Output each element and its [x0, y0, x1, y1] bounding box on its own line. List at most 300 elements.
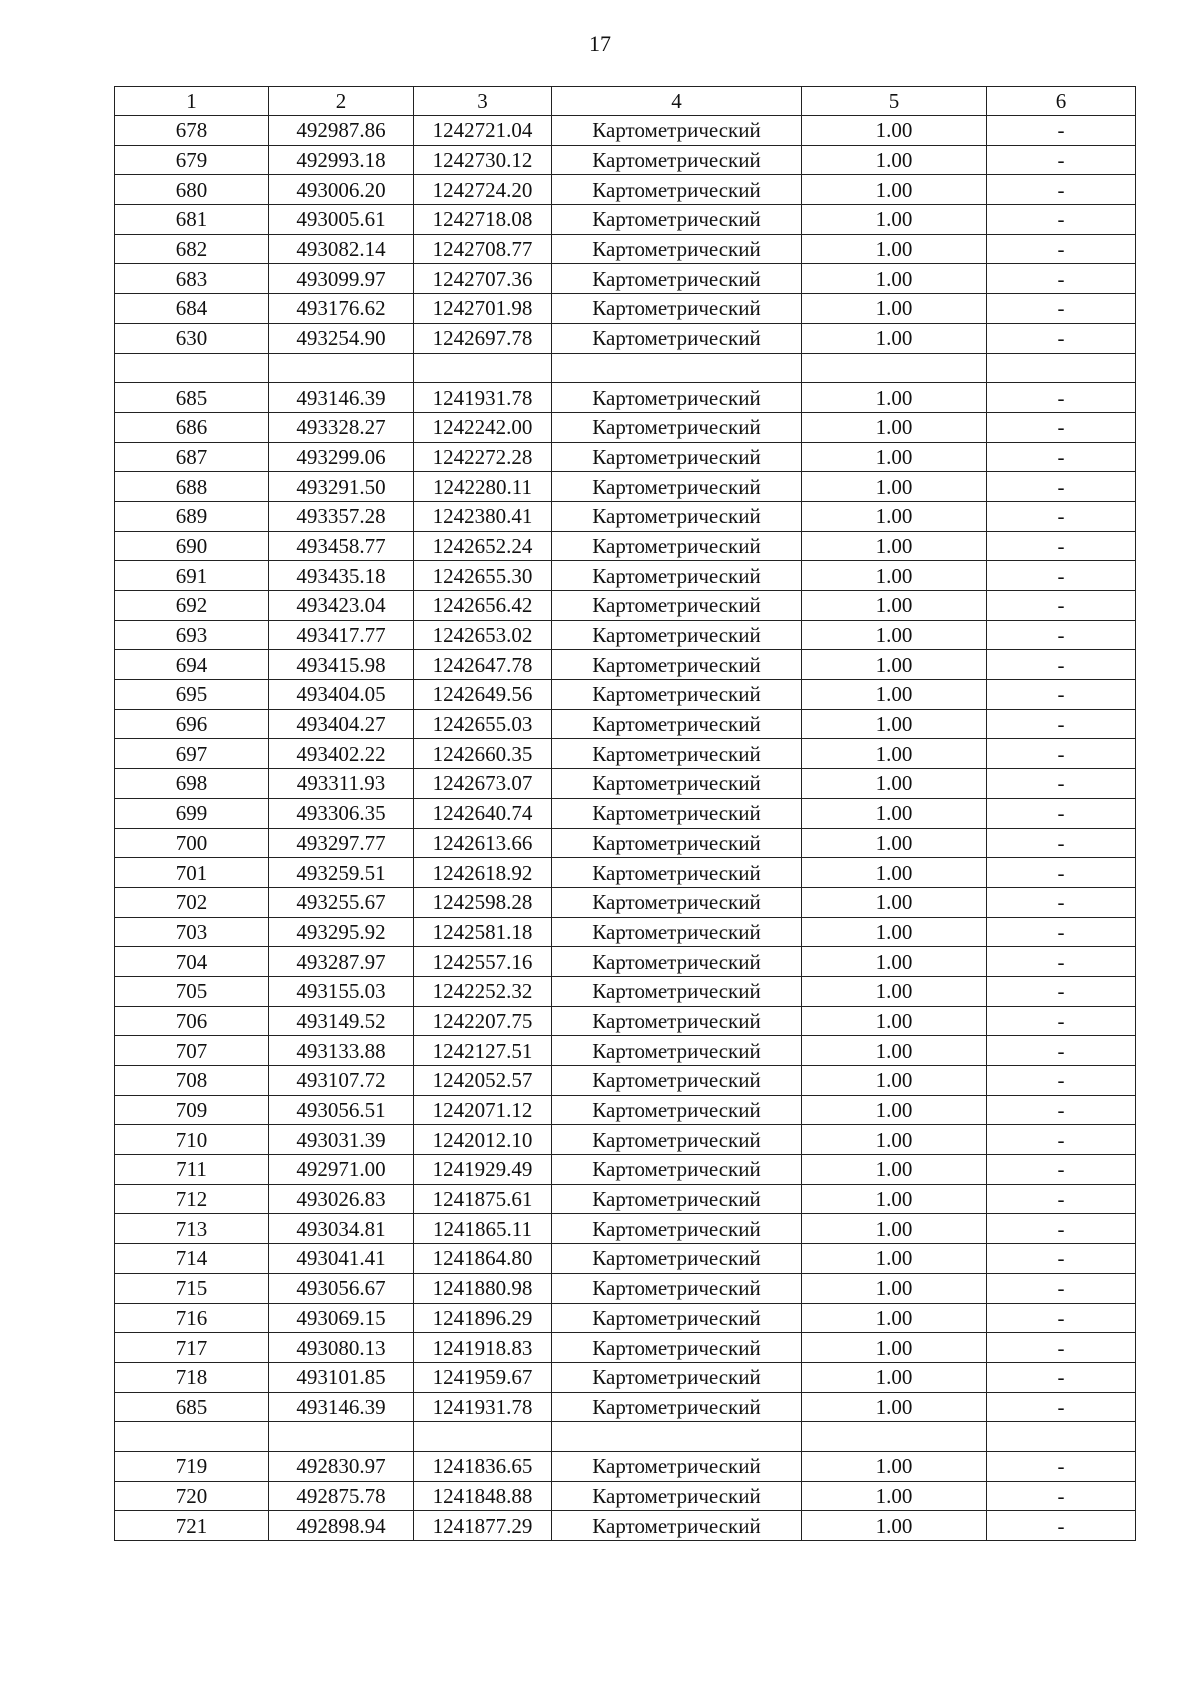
x-coordinate-cell: 493133.88	[269, 1036, 414, 1066]
x-coordinate-cell: 492971.00	[269, 1155, 414, 1185]
table-separator-row	[115, 1422, 1136, 1452]
table-header-row	[115, 87, 1136, 116]
y-coordinate-cell: 1242071.12	[414, 1095, 552, 1125]
method-cell: Картометрический	[552, 1184, 802, 1214]
note-cell: -	[987, 1095, 1136, 1125]
point-number-cell: 707	[115, 1036, 269, 1066]
table-row	[115, 234, 1136, 264]
point-number-cell: 630	[115, 323, 269, 353]
method-cell: Картометрический	[552, 650, 802, 680]
note-cell: -	[987, 1511, 1136, 1541]
table-row	[115, 917, 1136, 947]
point-number-cell: 694	[115, 650, 269, 680]
y-coordinate-cell: 1242647.78	[414, 650, 552, 680]
point-number-cell: 684	[115, 294, 269, 324]
note-cell: -	[987, 323, 1136, 353]
method-cell: Картометрический	[552, 561, 802, 591]
y-coordinate-cell: 1241864.80	[414, 1244, 552, 1274]
y-coordinate-cell: 1242618.92	[414, 858, 552, 888]
method-cell: Картометрический	[552, 680, 802, 710]
accuracy-cell: 1.00	[802, 620, 987, 650]
note-cell: -	[987, 442, 1136, 472]
x-coordinate-cell: 493006.20	[269, 175, 414, 205]
method-cell: Картометрический	[552, 1511, 802, 1541]
table-row	[115, 828, 1136, 858]
point-number-cell: 712	[115, 1184, 269, 1214]
x-coordinate-cell: 493056.67	[269, 1273, 414, 1303]
table-row	[115, 442, 1136, 472]
table-body	[115, 87, 1136, 1541]
point-number-cell: 715	[115, 1273, 269, 1303]
x-coordinate-cell: 492987.86	[269, 116, 414, 146]
point-number-cell: 709	[115, 1095, 269, 1125]
accuracy-cell: 1.00	[802, 1273, 987, 1303]
accuracy-cell: 1.00	[802, 887, 987, 917]
note-cell	[987, 353, 1136, 383]
method-cell: Картометрический	[552, 1244, 802, 1274]
point-number-cell: 679	[115, 145, 269, 175]
point-number-cell: 710	[115, 1125, 269, 1155]
accuracy-cell: 1.00	[802, 472, 987, 502]
x-coordinate-cell: 493357.28	[269, 501, 414, 531]
y-coordinate-cell: 1241929.49	[414, 1155, 552, 1185]
note-cell: -	[987, 531, 1136, 561]
method-cell: Картометрический	[552, 442, 802, 472]
point-number-cell: 686	[115, 412, 269, 442]
table-row	[115, 531, 1136, 561]
accuracy-cell: 1.00	[802, 175, 987, 205]
note-cell: -	[987, 1481, 1136, 1511]
note-cell: -	[987, 1155, 1136, 1185]
x-coordinate-cell: 493255.67	[269, 887, 414, 917]
note-cell: -	[987, 976, 1136, 1006]
y-coordinate-cell: 1241931.78	[414, 1392, 552, 1422]
note-cell: -	[987, 1362, 1136, 1392]
y-coordinate-cell: 1242598.28	[414, 887, 552, 917]
method-cell: Картометрический	[552, 1333, 802, 1363]
note-cell: -	[987, 234, 1136, 264]
accuracy-cell: 1.00	[802, 1333, 987, 1363]
table-row	[115, 472, 1136, 502]
note-cell: -	[987, 1392, 1136, 1422]
accuracy-cell: 1.00	[802, 858, 987, 888]
note-cell: -	[987, 264, 1136, 294]
table-row	[115, 175, 1136, 205]
x-coordinate-cell: 493435.18	[269, 561, 414, 591]
point-number-cell	[115, 1422, 269, 1452]
y-coordinate-cell: 1242052.57	[414, 1066, 552, 1096]
accuracy-cell: 1.00	[802, 205, 987, 235]
x-coordinate-cell: 493402.22	[269, 739, 414, 769]
note-cell: -	[987, 650, 1136, 680]
y-coordinate-cell: 1242640.74	[414, 798, 552, 828]
x-coordinate-cell: 493176.62	[269, 294, 414, 324]
accuracy-cell: 1.00	[802, 323, 987, 353]
column-header: 2	[269, 87, 414, 116]
method-cell: Картометрический	[552, 1006, 802, 1036]
note-cell: -	[987, 294, 1136, 324]
y-coordinate-cell: 1242656.42	[414, 591, 552, 621]
table-row	[115, 1244, 1136, 1274]
y-coordinate-cell: 1241896.29	[414, 1303, 552, 1333]
point-number-cell: 713	[115, 1214, 269, 1244]
method-cell: Картометрический	[552, 1214, 802, 1244]
table-row	[115, 116, 1136, 146]
note-cell: -	[987, 887, 1136, 917]
table-row	[115, 739, 1136, 769]
accuracy-cell: 1.00	[802, 1125, 987, 1155]
note-cell: -	[987, 1214, 1136, 1244]
method-cell	[552, 1422, 802, 1452]
point-number-cell: 693	[115, 620, 269, 650]
note-cell: -	[987, 1184, 1136, 1214]
accuracy-cell: 1.00	[802, 1036, 987, 1066]
table-row	[115, 294, 1136, 324]
x-coordinate-cell: 493287.97	[269, 947, 414, 977]
y-coordinate-cell: 1242557.16	[414, 947, 552, 977]
table-row	[115, 1184, 1136, 1214]
method-cell: Картометрический	[552, 591, 802, 621]
point-number-cell: 706	[115, 1006, 269, 1036]
accuracy-cell: 1.00	[802, 234, 987, 264]
note-cell: -	[987, 383, 1136, 413]
note-cell: -	[987, 501, 1136, 531]
note-cell: -	[987, 1125, 1136, 1155]
table-row	[115, 561, 1136, 591]
x-coordinate-cell: 493291.50	[269, 472, 414, 502]
x-coordinate-cell: 493415.98	[269, 650, 414, 680]
point-number-cell: 719	[115, 1451, 269, 1481]
point-number-cell: 678	[115, 116, 269, 146]
point-number-cell: 692	[115, 591, 269, 621]
x-coordinate-cell: 493254.90	[269, 323, 414, 353]
x-coordinate-cell: 493423.04	[269, 591, 414, 621]
table-row	[115, 1006, 1136, 1036]
point-number-cell: 688	[115, 472, 269, 502]
y-coordinate-cell: 1242721.04	[414, 116, 552, 146]
point-number-cell: 691	[115, 561, 269, 591]
table-row	[115, 323, 1136, 353]
y-coordinate-cell: 1242380.41	[414, 501, 552, 531]
accuracy-cell: 1.00	[802, 442, 987, 472]
method-cell: Картометрический	[552, 264, 802, 294]
table-row	[115, 887, 1136, 917]
method-cell: Картометрический	[552, 1481, 802, 1511]
table-row	[115, 858, 1136, 888]
accuracy-cell: 1.00	[802, 531, 987, 561]
y-coordinate-cell: 1241836.65	[414, 1451, 552, 1481]
accuracy-cell: 1.00	[802, 1095, 987, 1125]
table-row	[115, 1362, 1136, 1392]
point-number-cell: 681	[115, 205, 269, 235]
accuracy-cell: 1.00	[802, 501, 987, 531]
note-cell: -	[987, 1333, 1136, 1363]
coordinates-table	[114, 86, 1136, 1541]
accuracy-cell: 1.00	[802, 1155, 987, 1185]
accuracy-cell: 1.00	[802, 1214, 987, 1244]
method-cell: Картометрический	[552, 620, 802, 650]
y-coordinate-cell: 1242655.30	[414, 561, 552, 591]
y-coordinate-cell: 1242252.32	[414, 976, 552, 1006]
accuracy-cell: 1.00	[802, 650, 987, 680]
note-cell: -	[987, 1006, 1136, 1036]
x-coordinate-cell: 493101.85	[269, 1362, 414, 1392]
x-coordinate-cell: 493080.13	[269, 1333, 414, 1363]
x-coordinate-cell: 493026.83	[269, 1184, 414, 1214]
table-row	[115, 976, 1136, 1006]
x-coordinate-cell: 492830.97	[269, 1451, 414, 1481]
method-cell: Картометрический	[552, 798, 802, 828]
x-coordinate-cell: 493034.81	[269, 1214, 414, 1244]
y-coordinate-cell: 1242012.10	[414, 1125, 552, 1155]
note-cell: -	[987, 739, 1136, 769]
point-number-cell: 720	[115, 1481, 269, 1511]
method-cell: Картометрический	[552, 116, 802, 146]
x-coordinate-cell: 493328.27	[269, 412, 414, 442]
x-coordinate-cell: 493082.14	[269, 234, 414, 264]
note-cell: -	[987, 858, 1136, 888]
method-cell: Картометрический	[552, 1451, 802, 1481]
table-row	[115, 709, 1136, 739]
point-number-cell: 680	[115, 175, 269, 205]
method-cell: Картометрический	[552, 1303, 802, 1333]
x-coordinate-cell: 493069.15	[269, 1303, 414, 1333]
note-cell: -	[987, 917, 1136, 947]
table-row	[115, 1481, 1136, 1511]
accuracy-cell: 1.00	[802, 264, 987, 294]
point-number-cell: 716	[115, 1303, 269, 1333]
note-cell: -	[987, 591, 1136, 621]
point-number-cell: 685	[115, 383, 269, 413]
y-coordinate-cell: 1242655.03	[414, 709, 552, 739]
note-cell: -	[987, 798, 1136, 828]
point-number-cell: 701	[115, 858, 269, 888]
y-coordinate-cell: 1242701.98	[414, 294, 552, 324]
point-number-cell: 704	[115, 947, 269, 977]
method-cell: Картометрический	[552, 739, 802, 769]
table-row	[115, 1066, 1136, 1096]
note-cell: -	[987, 412, 1136, 442]
y-coordinate-cell: 1241918.83	[414, 1333, 552, 1363]
note-cell: -	[987, 828, 1136, 858]
method-cell: Картометрический	[552, 1095, 802, 1125]
method-cell: Картометрический	[552, 145, 802, 175]
y-coordinate-cell	[414, 1422, 552, 1452]
y-coordinate-cell: 1242660.35	[414, 739, 552, 769]
x-coordinate-cell: 493306.35	[269, 798, 414, 828]
point-number-cell: 682	[115, 234, 269, 264]
table-row	[115, 264, 1136, 294]
accuracy-cell: 1.00	[802, 1392, 987, 1422]
accuracy-cell: 1.00	[802, 1006, 987, 1036]
table-row	[115, 501, 1136, 531]
method-cell: Картометрический	[552, 1273, 802, 1303]
point-number-cell: 702	[115, 887, 269, 917]
table-row	[115, 412, 1136, 442]
y-coordinate-cell: 1242653.02	[414, 620, 552, 650]
accuracy-cell: 1.00	[802, 294, 987, 324]
x-coordinate-cell	[269, 1422, 414, 1452]
x-coordinate-cell: 493149.52	[269, 1006, 414, 1036]
x-coordinate-cell: 493031.39	[269, 1125, 414, 1155]
method-cell: Картометрический	[552, 323, 802, 353]
method-cell	[552, 353, 802, 383]
method-cell: Картометрический	[552, 917, 802, 947]
y-coordinate-cell: 1241865.11	[414, 1214, 552, 1244]
method-cell: Картометрический	[552, 205, 802, 235]
y-coordinate-cell: 1242724.20	[414, 175, 552, 205]
table-row	[115, 1303, 1136, 1333]
x-coordinate-cell: 493099.97	[269, 264, 414, 294]
point-number-cell: 718	[115, 1362, 269, 1392]
x-coordinate-cell: 493146.39	[269, 1392, 414, 1422]
accuracy-cell: 1.00	[802, 709, 987, 739]
column-header: 4	[552, 87, 802, 116]
point-number-cell: 683	[115, 264, 269, 294]
y-coordinate-cell: 1241875.61	[414, 1184, 552, 1214]
method-cell: Картометрический	[552, 1155, 802, 1185]
accuracy-cell	[802, 1422, 987, 1452]
table-row	[115, 1392, 1136, 1422]
y-coordinate-cell: 1242649.56	[414, 680, 552, 710]
note-cell: -	[987, 1036, 1136, 1066]
note-cell: -	[987, 620, 1136, 650]
accuracy-cell: 1.00	[802, 1481, 987, 1511]
method-cell: Картометрический	[552, 1066, 802, 1096]
x-coordinate-cell: 493297.77	[269, 828, 414, 858]
accuracy-cell: 1.00	[802, 1303, 987, 1333]
accuracy-cell	[802, 353, 987, 383]
x-coordinate-cell: 493259.51	[269, 858, 414, 888]
x-coordinate-cell: 493417.77	[269, 620, 414, 650]
accuracy-cell: 1.00	[802, 145, 987, 175]
point-number-cell: 695	[115, 680, 269, 710]
method-cell: Картометрический	[552, 828, 802, 858]
table-row	[115, 1155, 1136, 1185]
accuracy-cell: 1.00	[802, 976, 987, 1006]
accuracy-cell: 1.00	[802, 1184, 987, 1214]
table-row	[115, 1511, 1136, 1541]
table-row	[115, 205, 1136, 235]
x-coordinate-cell: 493458.77	[269, 531, 414, 561]
y-coordinate-cell: 1242673.07	[414, 769, 552, 799]
column-header: 1	[115, 87, 269, 116]
table-row	[115, 145, 1136, 175]
accuracy-cell: 1.00	[802, 798, 987, 828]
y-coordinate-cell: 1242207.75	[414, 1006, 552, 1036]
point-number-cell: 689	[115, 501, 269, 531]
accuracy-cell: 1.00	[802, 739, 987, 769]
note-cell: -	[987, 472, 1136, 502]
note-cell: -	[987, 1451, 1136, 1481]
x-coordinate-cell: 493295.92	[269, 917, 414, 947]
note-cell: -	[987, 116, 1136, 146]
method-cell: Картометрический	[552, 531, 802, 561]
note-cell: -	[987, 709, 1136, 739]
table-row	[115, 1036, 1136, 1066]
method-cell: Картометрический	[552, 234, 802, 264]
table-row	[115, 798, 1136, 828]
point-number-cell: 721	[115, 1511, 269, 1541]
x-coordinate-cell: 492898.94	[269, 1511, 414, 1541]
x-coordinate-cell: 493311.93	[269, 769, 414, 799]
table-separator-row	[115, 353, 1136, 383]
note-cell	[987, 1422, 1136, 1452]
table-row	[115, 947, 1136, 977]
accuracy-cell: 1.00	[802, 917, 987, 947]
table-row	[115, 1125, 1136, 1155]
y-coordinate-cell: 1242708.77	[414, 234, 552, 264]
point-number-cell: 717	[115, 1333, 269, 1363]
x-coordinate-cell: 493404.05	[269, 680, 414, 710]
method-cell: Картометрический	[552, 1392, 802, 1422]
x-coordinate-cell: 493107.72	[269, 1066, 414, 1096]
y-coordinate-cell: 1242697.78	[414, 323, 552, 353]
note-cell: -	[987, 561, 1136, 591]
y-coordinate-cell: 1242280.11	[414, 472, 552, 502]
accuracy-cell: 1.00	[802, 116, 987, 146]
y-coordinate-cell: 1242730.12	[414, 145, 552, 175]
accuracy-cell: 1.00	[802, 1511, 987, 1541]
accuracy-cell: 1.00	[802, 680, 987, 710]
method-cell: Картометрический	[552, 709, 802, 739]
point-number-cell: 687	[115, 442, 269, 472]
x-coordinate-cell: 493041.41	[269, 1244, 414, 1274]
note-cell: -	[987, 175, 1136, 205]
note-cell: -	[987, 145, 1136, 175]
method-cell: Картометрический	[552, 947, 802, 977]
accuracy-cell: 1.00	[802, 1066, 987, 1096]
x-coordinate-cell: 493404.27	[269, 709, 414, 739]
y-coordinate-cell: 1241877.29	[414, 1511, 552, 1541]
table-row	[115, 769, 1136, 799]
point-number-cell: 699	[115, 798, 269, 828]
column-header: 6	[987, 87, 1136, 116]
accuracy-cell: 1.00	[802, 1451, 987, 1481]
column-header: 3	[414, 87, 552, 116]
table-row	[115, 650, 1136, 680]
y-coordinate-cell: 1242272.28	[414, 442, 552, 472]
accuracy-cell: 1.00	[802, 591, 987, 621]
table-row	[115, 1273, 1136, 1303]
y-coordinate-cell: 1242652.24	[414, 531, 552, 561]
y-coordinate-cell: 1242707.36	[414, 264, 552, 294]
point-number-cell: 711	[115, 1155, 269, 1185]
x-coordinate-cell: 493146.39	[269, 383, 414, 413]
point-number-cell: 700	[115, 828, 269, 858]
accuracy-cell: 1.00	[802, 769, 987, 799]
point-number-cell: 685	[115, 1392, 269, 1422]
method-cell: Картометрический	[552, 976, 802, 1006]
note-cell: -	[987, 680, 1136, 710]
method-cell: Картометрический	[552, 1036, 802, 1066]
note-cell: -	[987, 1244, 1136, 1274]
y-coordinate-cell: 1242581.18	[414, 917, 552, 947]
point-number-cell: 696	[115, 709, 269, 739]
method-cell: Картометрический	[552, 769, 802, 799]
x-coordinate-cell: 493299.06	[269, 442, 414, 472]
method-cell: Картометрический	[552, 412, 802, 442]
point-number-cell: 708	[115, 1066, 269, 1096]
x-coordinate-cell: 493005.61	[269, 205, 414, 235]
y-coordinate-cell: 1242242.00	[414, 412, 552, 442]
method-cell: Картометрический	[552, 887, 802, 917]
accuracy-cell: 1.00	[802, 412, 987, 442]
table-row	[115, 620, 1136, 650]
y-coordinate-cell: 1241931.78	[414, 383, 552, 413]
accuracy-cell: 1.00	[802, 561, 987, 591]
note-cell: -	[987, 205, 1136, 235]
